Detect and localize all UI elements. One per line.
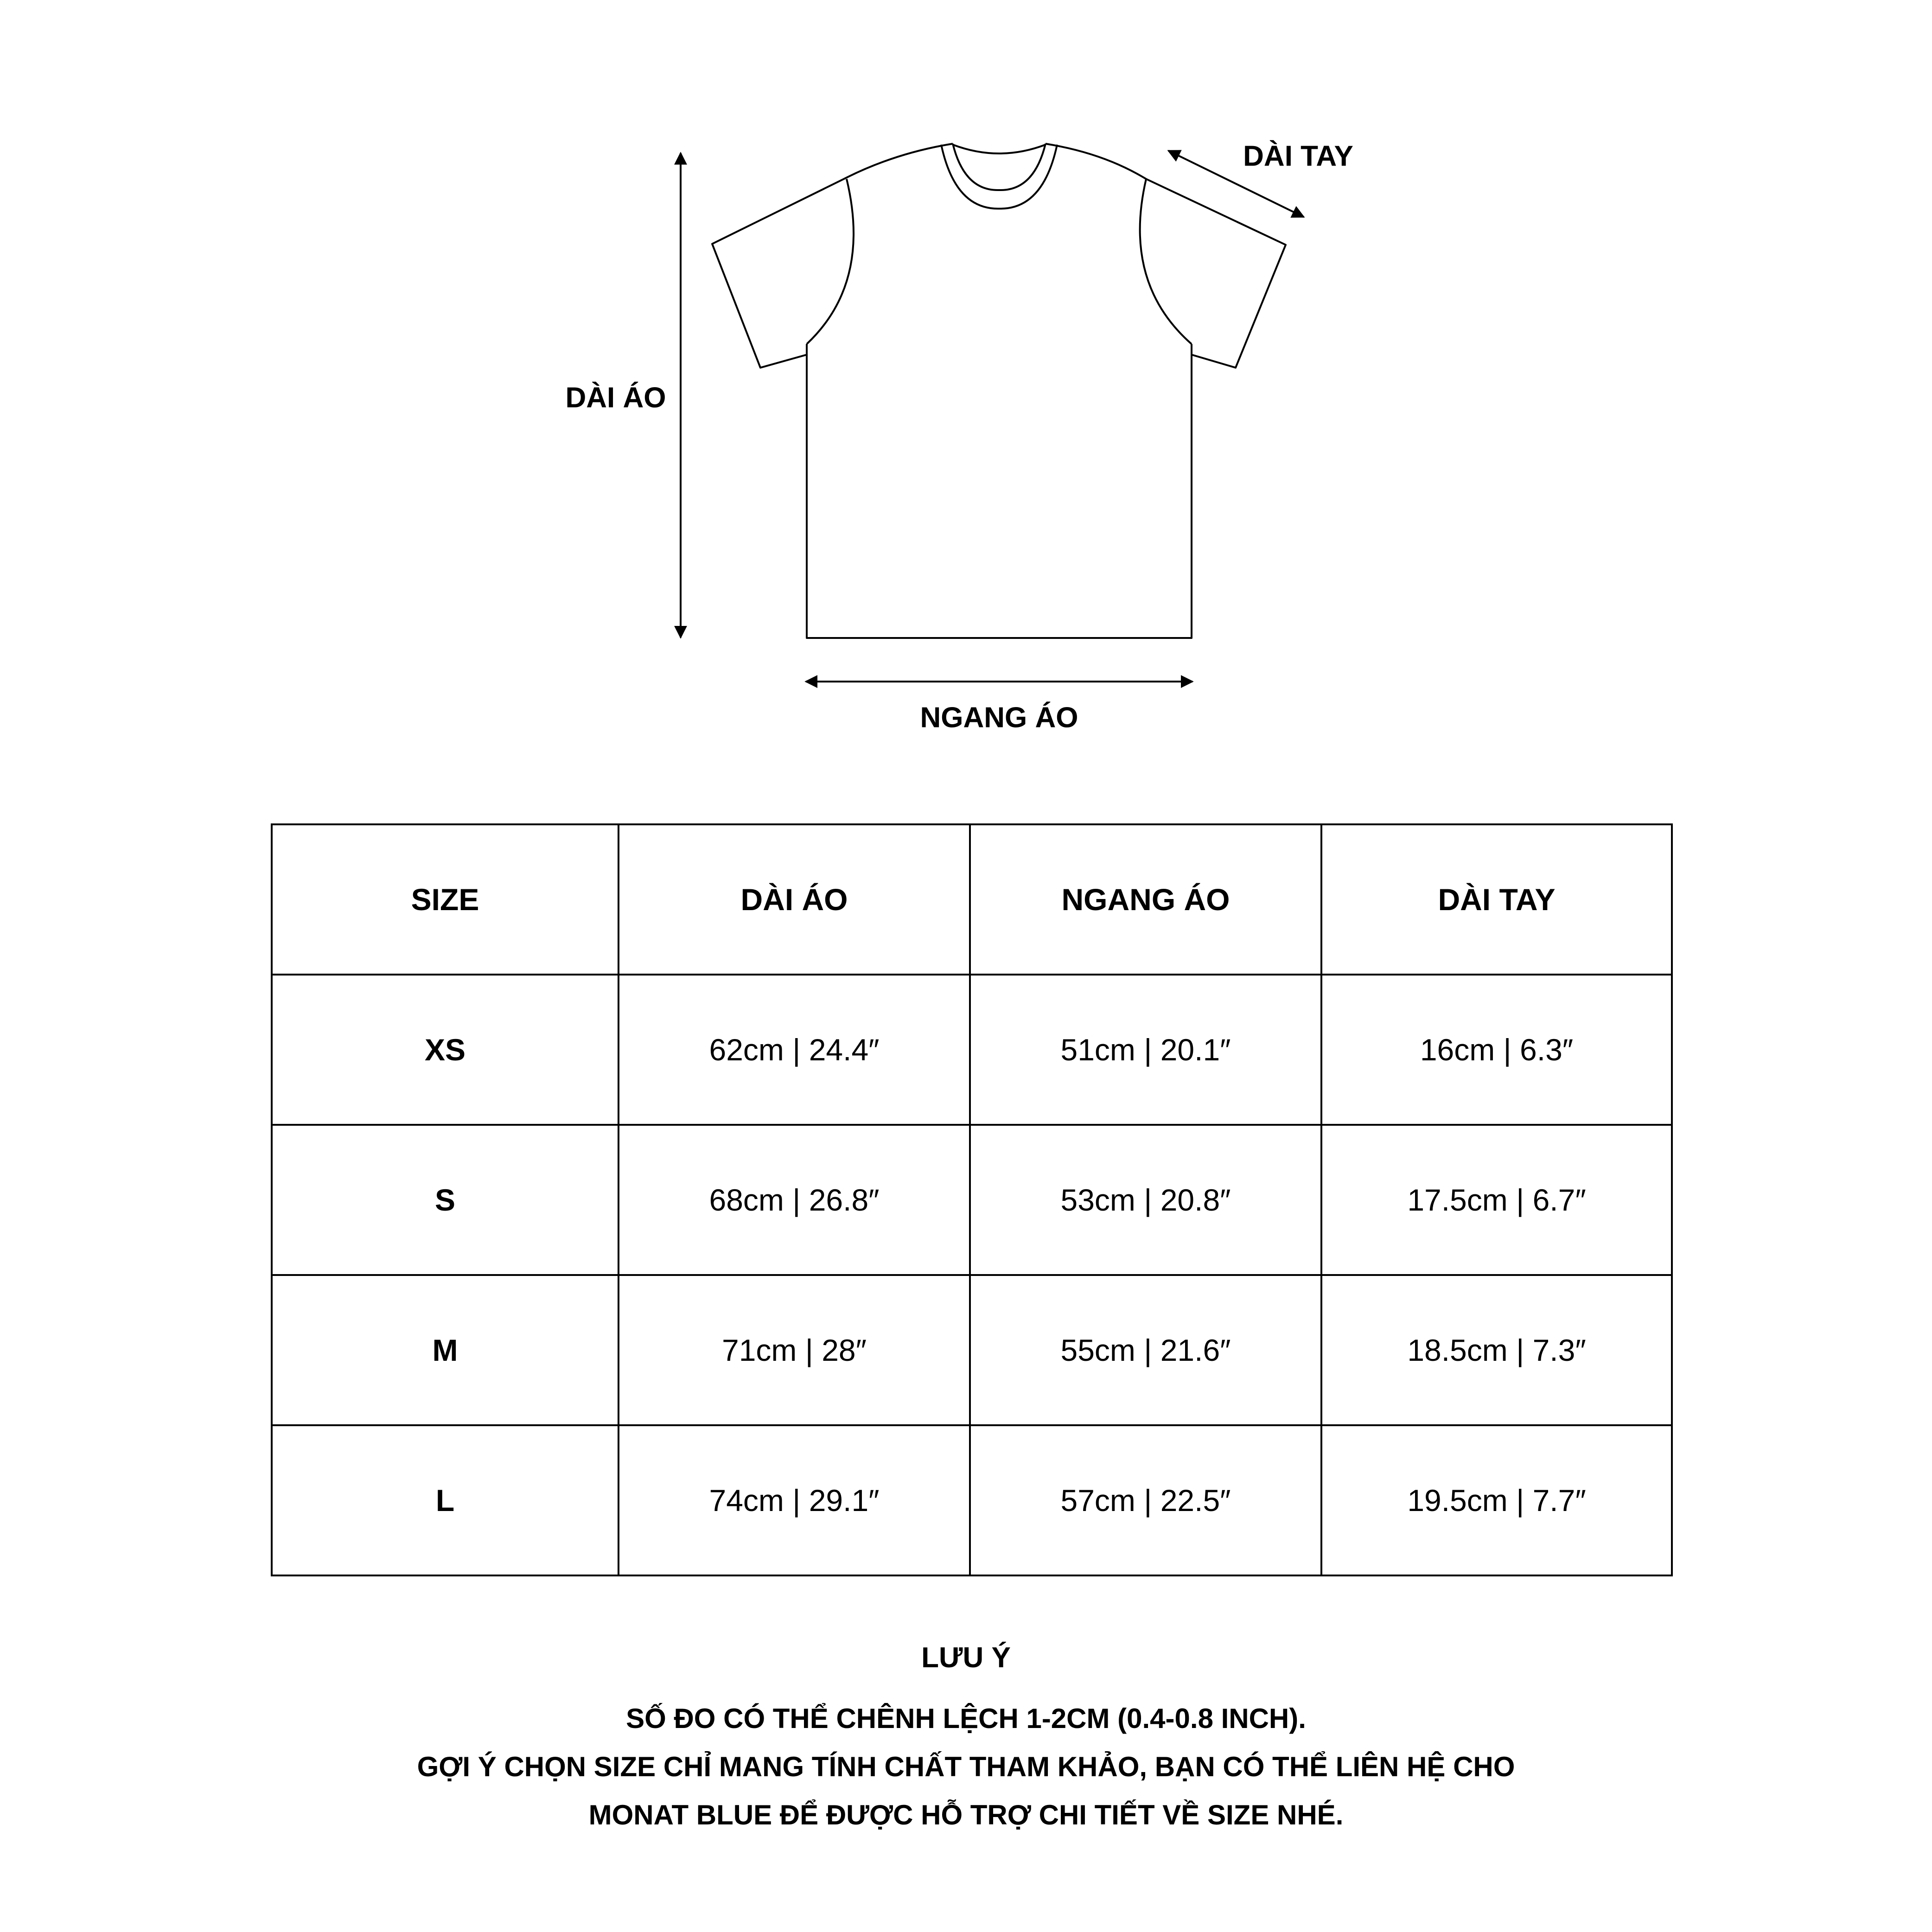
width-label: NGANG ÁO: [920, 701, 1078, 734]
size-cell: M: [272, 1275, 618, 1425]
table-header-row: [272, 824, 1672, 975]
notes-section: [0, 1641, 1932, 1839]
width-cell: 55cm | 21.6″: [970, 1275, 1321, 1425]
tshirt-measurement-diagram: [0, 0, 1932, 788]
note-line: GỢI Ý CHỌN SIZE CHỈ MANG TÍNH CHẤT THAM KHẢO, BẠN CÓ THỂ LIÊN HỆ CHO: [417, 1751, 1515, 1782]
width-cell: 57cm | 22.5″: [970, 1425, 1321, 1575]
sleeve-cell: 16cm | 6.3″: [1321, 975, 1672, 1125]
size-cell: L: [272, 1425, 618, 1575]
length-cell: 74cm | 29.1″: [618, 1425, 970, 1575]
length-cell: 68cm | 26.8″: [618, 1125, 970, 1275]
note-line: MONAT BLUE ĐỂ ĐƯỢC HỖ TRỢ CHI TIẾT VỀ SIZE NHÉ.: [588, 1799, 1344, 1830]
header-sleeve: DÀI TAY: [1321, 824, 1672, 975]
size-cell: XS: [272, 975, 618, 1125]
sleeve-cell: 19.5cm | 7.7″: [1321, 1425, 1672, 1575]
note-line: SỐ ĐO CÓ THỂ CHÊNH LỆCH 1-2CM (0.4-0.8 INCH).: [626, 1703, 1306, 1734]
header-width: NGANG ÁO: [970, 824, 1321, 975]
notes-title: LƯU Ý: [921, 1642, 1011, 1674]
sleeve-cell: 17.5cm | 6.7″: [1321, 1125, 1672, 1275]
size-cell: S: [272, 1125, 618, 1275]
header-length: DÀI ÁO: [618, 824, 970, 975]
table-row: [272, 975, 1672, 1125]
width-cell: 51cm | 20.1″: [970, 975, 1321, 1125]
sleeve-cell: 18.5cm | 7.3″: [1321, 1275, 1672, 1425]
length-label: DÀI ÁO: [565, 382, 666, 414]
size-table: [271, 823, 1673, 1576]
table-row: [272, 1275, 1672, 1425]
header-size: SIZE: [272, 824, 618, 975]
table-row: [272, 1425, 1672, 1575]
length-cell: 71cm | 28″: [618, 1275, 970, 1425]
length-cell: 62cm | 24.4″: [618, 975, 970, 1125]
tshirt-outline: [712, 144, 1286, 638]
table-row: [272, 1125, 1672, 1275]
width-cell: 53cm | 20.8″: [970, 1125, 1321, 1275]
sleeve-label: DÀI TAY: [1243, 140, 1353, 172]
